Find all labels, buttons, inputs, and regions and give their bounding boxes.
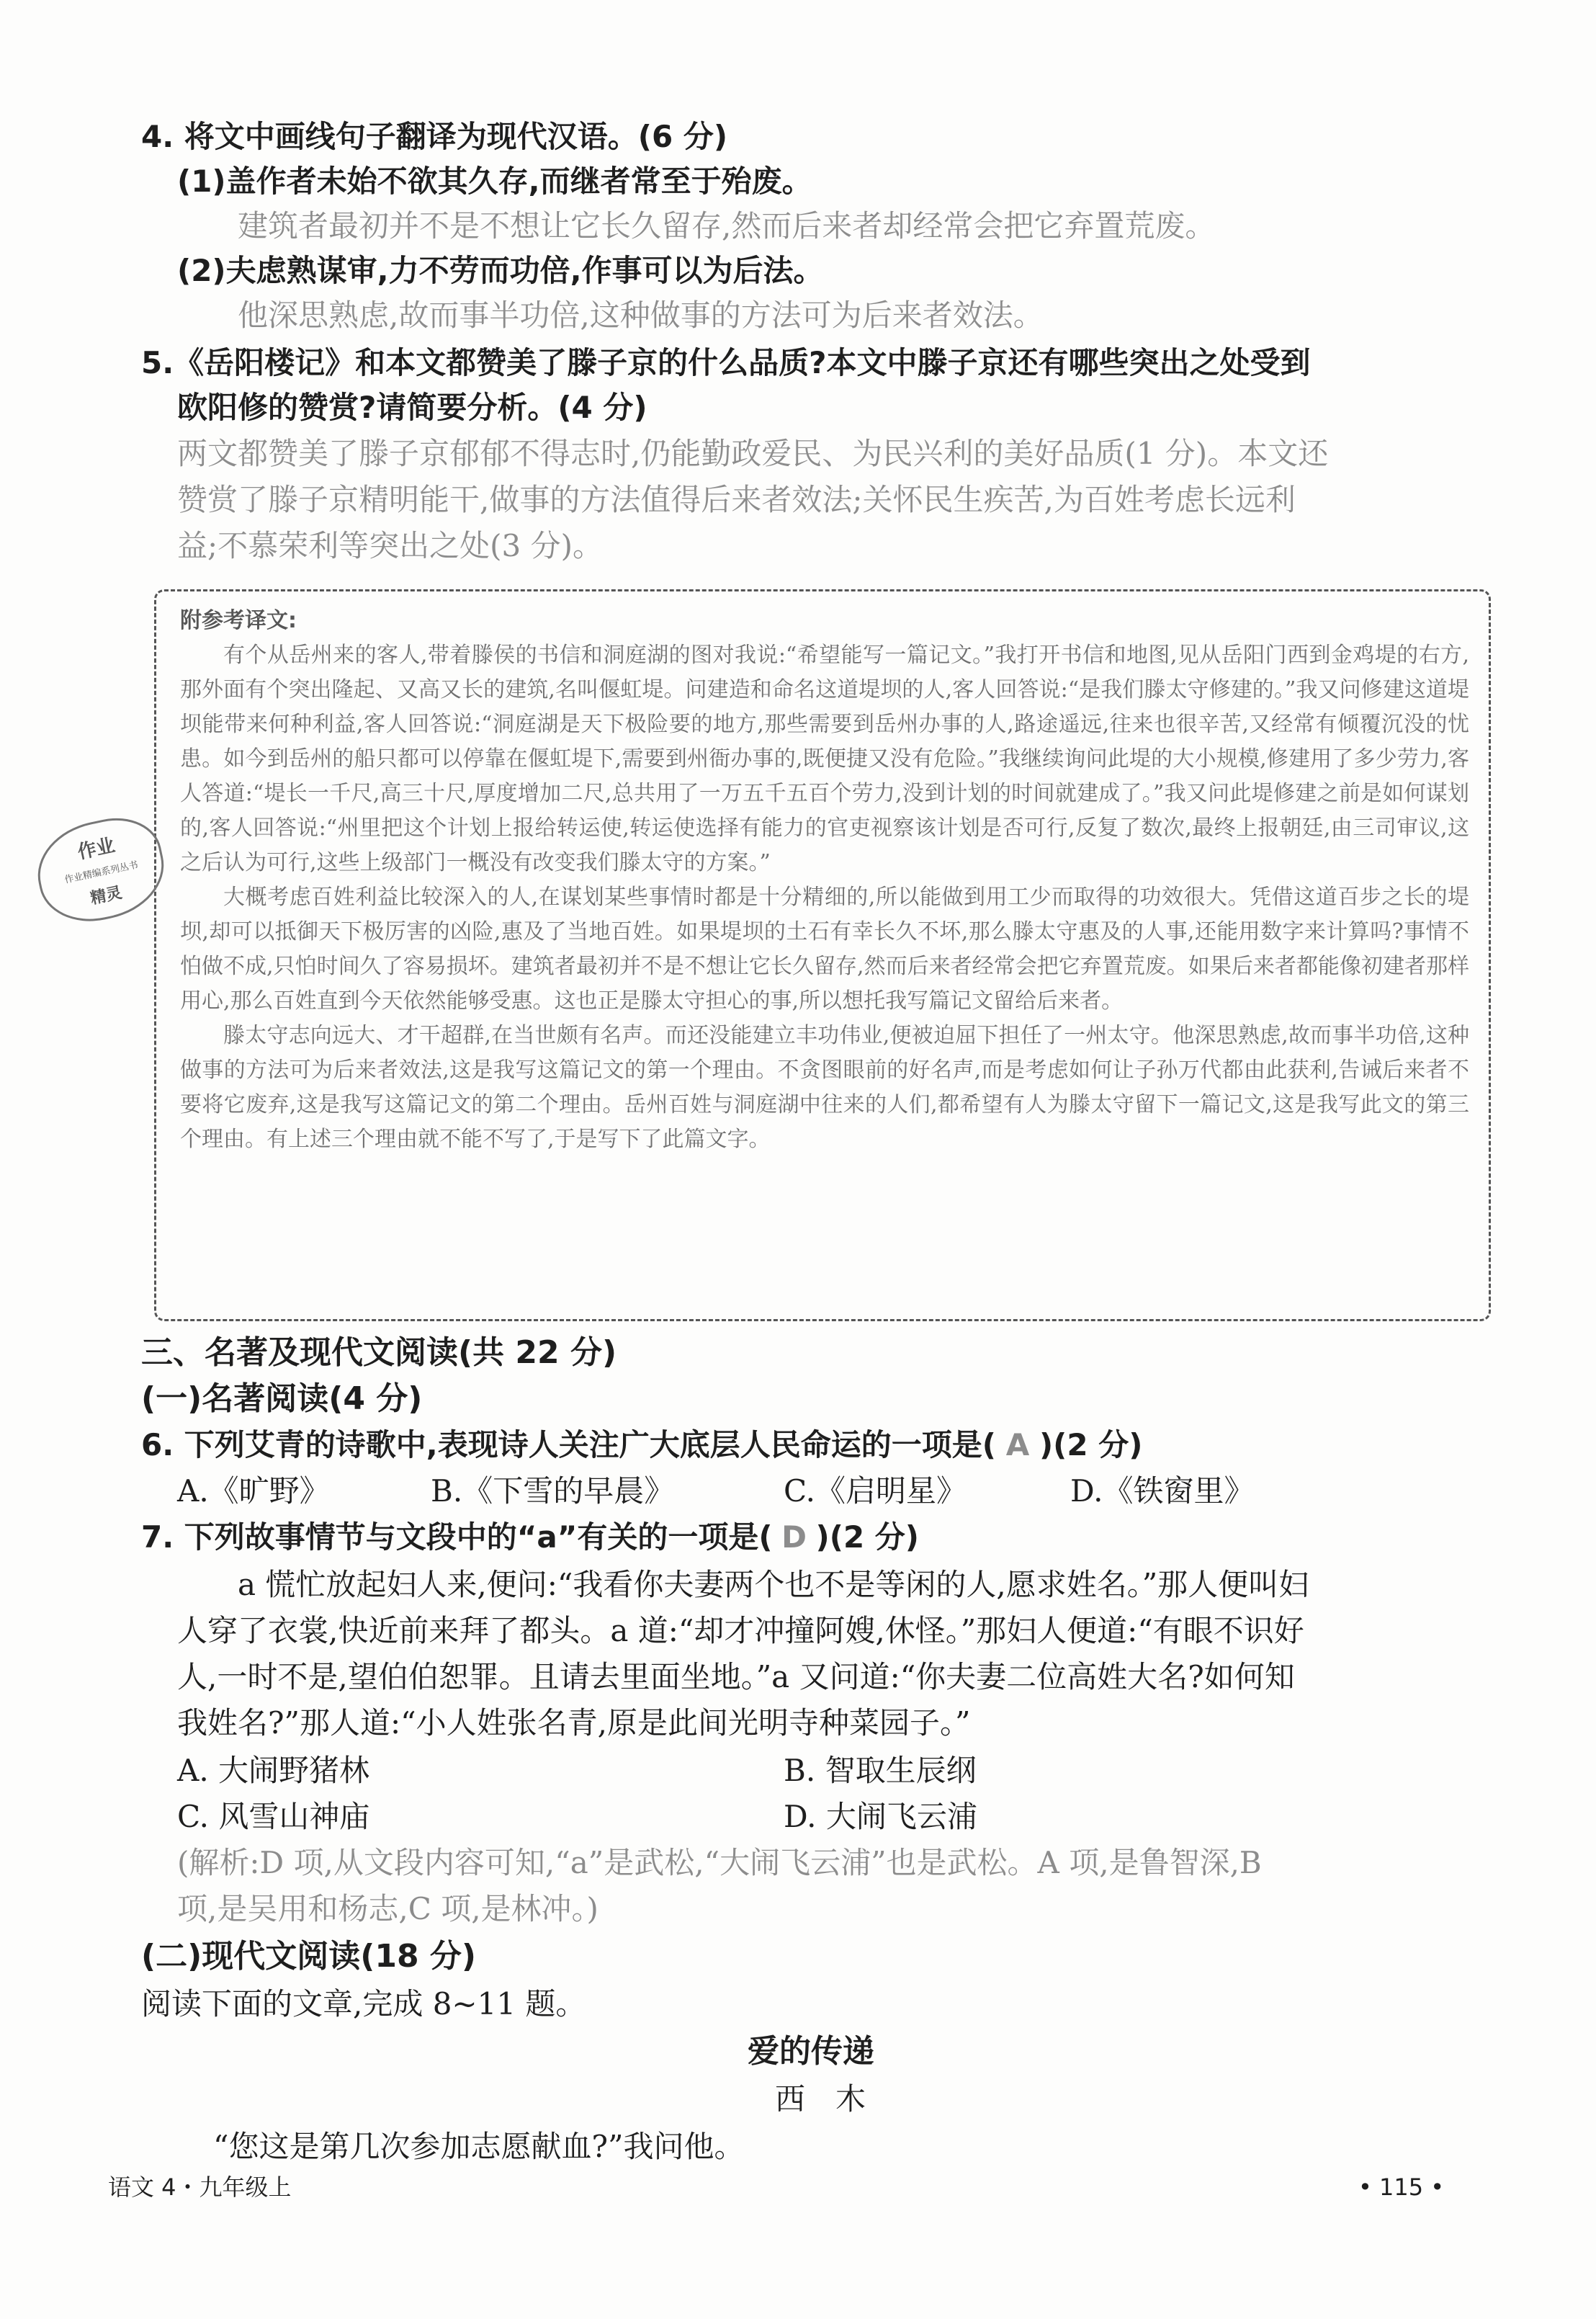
q7-passage-line-2: 人穿了衣裳,快近前来拜了都头。a 道:“却才冲撞阿嫂,休怪。”那妇人便道:“有眼不识好: [177, 1613, 1304, 1648]
article-first-line: “您这是第几次参加志愿献血?”我问他。: [213, 2129, 745, 2164]
page-number: • 115 •: [1358, 2173, 1445, 2201]
q7-stem-end: )(2 分): [815, 1519, 919, 1555]
reading-intro: 阅读下面的文章,完成 8~11 题。: [141, 1986, 586, 2021]
q7-option-b: B. 智取生辰纲: [784, 1753, 977, 1788]
q6-option-a: A.《旷野》: [177, 1473, 330, 1509]
q6-option-d: D.《铁窗里》: [1070, 1473, 1255, 1509]
article-author: 西 木: [775, 2081, 866, 2117]
q5-answer-line-1: 两文都赞美了滕子京郁郁不得志时,仍能勤政爱民、为民兴利的美好品质(1 分)。本文还: [177, 436, 1329, 471]
q7-stem-start: 7. 下列故事情节与文段中的“a”有关的一项是(: [141, 1519, 773, 1555]
article-title: 爱的传递: [748, 2033, 874, 2070]
q4-answer-1: 建筑者最初并不是不想让它长久留存,然而后来者却经常会把它弃置荒废。: [238, 208, 1216, 243]
q6-option-b: B.《下雪的早晨》: [431, 1473, 675, 1509]
q7-option-d: D. 大闹飞云浦: [784, 1799, 977, 1834]
reference-translation: [180, 604, 1469, 1157]
q4-answer-2: 他深思熟虑,故而事半功倍,这种做事的方法可为后来者效法。: [238, 298, 1044, 333]
subsection-2-title: (二)现代文阅读(18 分): [141, 1938, 476, 1975]
brand-stamp: [29, 809, 173, 931]
q7-option-c: C. 风雪山神庙: [177, 1799, 370, 1834]
q7-stem: [141, 1516, 919, 1559]
q5-answer-line-3: 益;不慕荣利等突出之处(3 分)。: [177, 528, 603, 563]
reference-paragraph-2: 大概考虑百姓利益比较深入的人,在谋划某些事情时都是十分精细的,所以能做到用工少而取得的功效很大。凭借这道百步之长的堤坝,却可以抵御天下极厉害的凶险,惠及了当地百姓。如果堤坝的土石有幸长久不坏,那么滕太守惠及的人事,还能用数字来计算吗?事情不怕做不成,只怕时间久了容易损坏。建筑者最初并不是不想让它长久留存,然而后来者经常会把它弃置荒废。如果后来者都能像初建者那样用心,那么百姓直到今天依然能够受惠。这也正是滕太守担心的事,所以想托我写篇记文留给后来者。: [180, 885, 1469, 1014]
reference-title: 附参考译文:: [180, 608, 297, 633]
stamp-line-2: 作业精编系列丛书: [63, 859, 140, 886]
subsection-1-title: (一)名著阅读(4 分): [141, 1380, 423, 1417]
q6-stem-start: 6. 下列艾青的诗歌中,表现诗人关注广大底层人民命运的一项是(: [141, 1427, 996, 1462]
q6-answer: A: [1005, 1427, 1030, 1462]
stamp-line-1: 作业: [76, 834, 117, 864]
q5-answer-line-2: 赞赏了滕子京精明能干,做事的方法值得后来者效法;关怀民生疾苦,为百姓考虑长远利: [177, 482, 1296, 517]
reference-paragraph-1: 有个从岳州来的客人,带着滕侯的书信和洞庭湖的图对我说:“希望能写一篇记文。”我打开书信和地图,见从岳阳门西到金鸡堤的右方,那外面有个突出隆起、又高又长的建筑,名叫偃虹堤。问建造和命名这道堤坝的人,客人回答说:“是我们滕太守修建的。”我又问修建这道堤坝能带来何种利益,客人回答说:“洞庭湖是天下极险要的地方,那些需要到岳州办事的人,路途遥远,往来也很辛苦,又经常有倾覆沉没的忧患。如今到岳州的船只都可以停靠在偃虹堤下,需要到州衙办事的,既便捷又没有危险。”我继续询问此堤的大小规模,修建用了多少劳力,客人答道:“堤长一千尺,高三十尺,厚度增加二尺,总共用了一万五千五百个劳力,没到计划的时间就建成了。”我又问此堤修建之前是如何谋划的,客人回答说:“州里把这个计划上报给转运使,转运使选择有能力的官吏视察该计划是否可行,反复了数次,最终上报朝廷,由三司审议,这之后认为可行,这些上级部门一概没有改变我们滕太守的方案。”: [180, 643, 1469, 875]
q7-answer: D: [781, 1519, 807, 1555]
q4-sentence-2: (2)夫虑熟谋审,力不劳而功倍,作事可以为后法。: [177, 253, 824, 288]
q7-option-a: A. 大闹野猪林: [177, 1753, 370, 1788]
q4-stem: 4. 将文中画线句子翻译为现代汉语。(6 分): [141, 119, 728, 154]
q6-option-c: C.《启明星》: [784, 1473, 967, 1509]
q7-passage-line-1: a 慌忙放起妇人来,便问:“我看你夫妻两个也不是等闲的人,愿求姓名。”那人便叫妇: [238, 1567, 1309, 1602]
q4-sentence-1: (1)盖作者未始不欲其久存,而继者常至于殆废。: [177, 164, 812, 199]
q7-passage-line-4: 我姓名?”那人道:“小人姓张名青,原是此间光明寺种菜园子。”: [177, 1705, 971, 1741]
q7-passage-line-3: 人,一时不是,望伯伯恕罪。且请去里面坐地。”a 又问道:“你夫妻二位高姓大名?如何知: [177, 1659, 1295, 1694]
q7-explanation-line-2: 项,是吴用和杨志,C 项,是林冲。): [177, 1891, 598, 1926]
stamp-line-3: 精灵: [89, 883, 124, 908]
q5-stem-line-2: 欧阳修的赞赏?请简要分析。(4 分): [177, 390, 647, 425]
q6-stem: [141, 1424, 1142, 1467]
section-3-title: 三、名著及现代文阅读(共 22 分): [141, 1334, 617, 1371]
q5-stem-line-1: 5.《岳阳楼记》和本文都赞美了滕子京的什么品质?本文中滕子京还有哪些突出之处受到: [141, 345, 1311, 380]
q7-explanation-line-1: (解析:D 项,从文段内容可知,“a”是武松,“大闹飞云浦”也是武松。A 项,是鲁智深,B: [177, 1845, 1262, 1880]
footer-book-info: 语文 4・九年级上: [108, 2173, 292, 2201]
reference-paragraph-3: 滕太守志向远大、才干超群,在当世颇有名声。而还没能建立丰功伟业,便被迫屈下担任了一州太守。他深思熟虑,故而事半功倍,这种做事的方法可为后来者效法,这是我写这篇记文的第一个理由。不贪图眼前的好名声,而是考虑如何让子孙万代都由此获利,告诫后来者不要将它废弃,这是我写这篇记文的第二个理由。岳州百姓与洞庭湖中往来的人们,都希望有人为滕太守留下一篇记文,这是我写此文的第三个理由。有上述三个理由就不能不写了,于是写下了此篇文字。: [180, 1023, 1469, 1152]
q6-stem-end: )(2 分): [1039, 1427, 1143, 1462]
